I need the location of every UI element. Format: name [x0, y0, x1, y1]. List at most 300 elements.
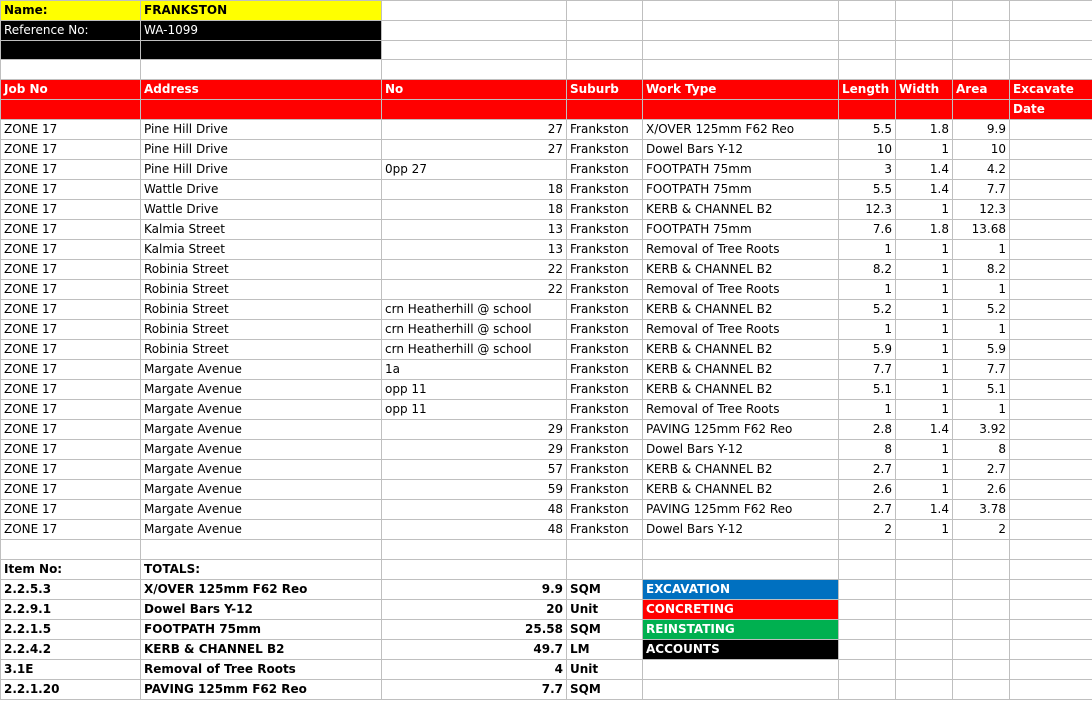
length-cell[interactable]: 1 [839, 280, 896, 300]
address-cell[interactable]: Wattle Drive [141, 200, 382, 220]
cell[interactable] [1010, 680, 1092, 700]
area-cell[interactable]: 1 [953, 280, 1010, 300]
suburb-cell[interactable]: Frankston [567, 400, 643, 420]
address-cell[interactable]: Margate Avenue [141, 520, 382, 540]
number-cell[interactable]: 18 [382, 200, 567, 220]
length-cell[interactable]: 7.7 [839, 360, 896, 380]
width-cell[interactable]: 1 [896, 460, 953, 480]
legend-concreting[interactable]: CONCRETING [643, 600, 839, 620]
cell[interactable] [953, 560, 1010, 580]
length-cell[interactable]: 5.2 [839, 300, 896, 320]
cell[interactable] [839, 600, 896, 620]
work-type-cell[interactable]: FOOTPATH 75mm [643, 220, 839, 240]
total-quantity-cell[interactable]: 20 [382, 600, 567, 620]
address-cell[interactable]: Margate Avenue [141, 480, 382, 500]
item-no-cell[interactable]: 2.2.4.2 [1, 640, 141, 660]
width-cell[interactable]: 1 [896, 260, 953, 280]
header-area[interactable]: Area [953, 80, 1010, 100]
address-cell[interactable]: Pine Hill Drive [141, 120, 382, 140]
address-cell[interactable]: Robinia Street [141, 260, 382, 280]
header-blank[interactable] [382, 100, 567, 120]
total-quantity-cell[interactable]: 7.7 [382, 680, 567, 700]
width-cell[interactable]: 1 [896, 440, 953, 460]
length-cell[interactable]: 7.6 [839, 220, 896, 240]
address-cell[interactable]: Margate Avenue [141, 500, 382, 520]
suburb-cell[interactable]: Frankston [567, 160, 643, 180]
suburb-cell[interactable]: Frankston [567, 320, 643, 340]
width-cell[interactable]: 1.4 [896, 500, 953, 520]
excavate-date-cell[interactable] [1010, 520, 1092, 540]
cell[interactable] [382, 1, 567, 21]
length-cell[interactable]: 3 [839, 160, 896, 180]
area-cell[interactable]: 7.7 [953, 180, 1010, 200]
header-date[interactable]: Date [1010, 100, 1092, 120]
cell[interactable] [839, 620, 896, 640]
job-no-cell[interactable]: ZONE 17 [1, 420, 141, 440]
total-description-cell[interactable]: X/OVER 125mm F62 Reo [141, 580, 382, 600]
cell[interactable] [1, 540, 141, 560]
number-cell[interactable]: 22 [382, 280, 567, 300]
number-cell[interactable]: 48 [382, 520, 567, 540]
excavate-date-cell[interactable] [1010, 320, 1092, 340]
header-address[interactable]: Address [141, 80, 382, 100]
width-cell[interactable]: 1 [896, 320, 953, 340]
suburb-cell[interactable]: Frankston [567, 520, 643, 540]
cell[interactable] [1010, 21, 1092, 41]
cell[interactable] [896, 620, 953, 640]
excavate-date-cell[interactable] [1010, 260, 1092, 280]
excavate-date-cell[interactable] [1010, 480, 1092, 500]
cell[interactable] [896, 540, 953, 560]
header-blank[interactable] [141, 100, 382, 120]
cell[interactable] [1010, 620, 1092, 640]
header-work-type[interactable]: Work Type [643, 80, 839, 100]
cell[interactable] [382, 540, 567, 560]
address-cell[interactable]: Robinia Street [141, 300, 382, 320]
width-cell[interactable]: 1 [896, 240, 953, 260]
cell[interactable] [643, 1, 839, 21]
area-cell[interactable]: 12.3 [953, 200, 1010, 220]
width-cell[interactable]: 1 [896, 340, 953, 360]
header-blank[interactable] [839, 100, 896, 120]
width-cell[interactable]: 1.4 [896, 180, 953, 200]
cell[interactable] [839, 560, 896, 580]
work-type-cell[interactable]: Removal of Tree Roots [643, 240, 839, 260]
width-cell[interactable]: 1 [896, 360, 953, 380]
length-cell[interactable]: 2.6 [839, 480, 896, 500]
area-cell[interactable]: 1 [953, 400, 1010, 420]
job-no-cell[interactable]: ZONE 17 [1, 140, 141, 160]
cell[interactable] [839, 680, 896, 700]
excavate-date-cell[interactable] [1010, 220, 1092, 240]
width-cell[interactable]: 1 [896, 520, 953, 540]
width-cell[interactable]: 1 [896, 400, 953, 420]
suburb-cell[interactable]: Frankston [567, 260, 643, 280]
legend-reinstating[interactable]: REINSTATING [643, 620, 839, 640]
suburb-cell[interactable]: Frankston [567, 200, 643, 220]
cell[interactable] [567, 60, 643, 80]
job-no-cell[interactable]: ZONE 17 [1, 400, 141, 420]
length-cell[interactable]: 5.1 [839, 380, 896, 400]
reference-label[interactable]: Reference No: [1, 21, 141, 41]
work-type-cell[interactable]: FOOTPATH 75mm [643, 160, 839, 180]
work-type-cell[interactable]: Removal of Tree Roots [643, 400, 839, 420]
work-type-cell[interactable]: KERB & CHANNEL B2 [643, 460, 839, 480]
cell[interactable] [567, 1, 643, 21]
area-cell[interactable]: 3.92 [953, 420, 1010, 440]
cell[interactable] [1010, 580, 1092, 600]
header-blank[interactable] [896, 100, 953, 120]
cell[interactable] [953, 640, 1010, 660]
width-cell[interactable]: 1.8 [896, 220, 953, 240]
length-cell[interactable]: 1 [839, 240, 896, 260]
excavate-date-cell[interactable] [1010, 500, 1092, 520]
cell[interactable] [839, 1, 896, 21]
work-type-cell[interactable]: KERB & CHANNEL B2 [643, 360, 839, 380]
cell[interactable] [839, 540, 896, 560]
excavate-date-cell[interactable] [1010, 420, 1092, 440]
number-cell[interactable]: opp 11 [382, 400, 567, 420]
black-filler-cell[interactable] [141, 41, 382, 60]
suburb-cell[interactable]: Frankston [567, 220, 643, 240]
cell[interactable] [1010, 600, 1092, 620]
area-cell[interactable]: 10 [953, 140, 1010, 160]
area-cell[interactable]: 8 [953, 440, 1010, 460]
width-cell[interactable]: 1 [896, 380, 953, 400]
total-description-cell[interactable]: KERB & CHANNEL B2 [141, 640, 382, 660]
cell[interactable] [1010, 60, 1092, 80]
number-cell[interactable]: 29 [382, 440, 567, 460]
cell[interactable] [953, 60, 1010, 80]
address-cell[interactable]: Margate Avenue [141, 360, 382, 380]
total-description-cell[interactable]: PAVING 125mm F62 Reo [141, 680, 382, 700]
number-cell[interactable]: 1a [382, 360, 567, 380]
work-type-cell[interactable]: PAVING 125mm F62 Reo [643, 500, 839, 520]
cell[interactable] [1, 60, 141, 80]
header-job-no[interactable]: Job No [1, 80, 141, 100]
address-cell[interactable]: Kalmia Street [141, 220, 382, 240]
header-no[interactable]: No [382, 80, 567, 100]
cell[interactable] [1010, 660, 1092, 680]
total-description-cell[interactable]: Removal of Tree Roots [141, 660, 382, 680]
length-cell[interactable]: 5.5 [839, 120, 896, 140]
cell[interactable] [382, 560, 567, 580]
work-type-cell[interactable]: KERB & CHANNEL B2 [643, 480, 839, 500]
cell[interactable] [643, 680, 839, 700]
suburb-cell[interactable]: Frankston [567, 300, 643, 320]
width-cell[interactable]: 1 [896, 140, 953, 160]
area-cell[interactable]: 2.6 [953, 480, 1010, 500]
excavate-date-cell[interactable] [1010, 180, 1092, 200]
area-cell[interactable]: 1 [953, 320, 1010, 340]
cell[interactable] [953, 620, 1010, 640]
length-cell[interactable]: 1 [839, 400, 896, 420]
cell[interactable] [1010, 560, 1092, 580]
total-unit-cell[interactable]: LM [567, 640, 643, 660]
total-unit-cell[interactable]: SQM [567, 620, 643, 640]
area-cell[interactable]: 1 [953, 240, 1010, 260]
black-filler-cell[interactable] [1, 41, 141, 60]
length-cell[interactable]: 2.8 [839, 420, 896, 440]
suburb-cell[interactable]: Frankston [567, 480, 643, 500]
cell[interactable] [1010, 1, 1092, 21]
item-no-cell[interactable]: 2.2.9.1 [1, 600, 141, 620]
cell[interactable] [643, 41, 839, 60]
area-cell[interactable]: 9.9 [953, 120, 1010, 140]
excavate-date-cell[interactable] [1010, 200, 1092, 220]
cell[interactable] [643, 660, 839, 680]
item-no-cell[interactable]: 2.2.1.20 [1, 680, 141, 700]
cell[interactable] [896, 1, 953, 21]
cell[interactable] [896, 41, 953, 60]
area-cell[interactable]: 3.78 [953, 500, 1010, 520]
suburb-cell[interactable]: Frankston [567, 500, 643, 520]
total-unit-cell[interactable]: Unit [567, 600, 643, 620]
cell[interactable] [839, 21, 896, 41]
excavate-date-cell[interactable] [1010, 300, 1092, 320]
work-type-cell[interactable]: KERB & CHANNEL B2 [643, 200, 839, 220]
suburb-cell[interactable]: Frankston [567, 140, 643, 160]
area-cell[interactable]: 5.1 [953, 380, 1010, 400]
number-cell[interactable]: 27 [382, 140, 567, 160]
number-cell[interactable]: 13 [382, 220, 567, 240]
job-no-cell[interactable]: ZONE 17 [1, 320, 141, 340]
excavate-date-cell[interactable] [1010, 360, 1092, 380]
total-quantity-cell[interactable]: 25.58 [382, 620, 567, 640]
excavate-date-cell[interactable] [1010, 240, 1092, 260]
cell[interactable] [953, 1, 1010, 21]
suburb-cell[interactable]: Frankston [567, 360, 643, 380]
header-blank[interactable] [953, 100, 1010, 120]
excavate-date-cell[interactable] [1010, 340, 1092, 360]
cell[interactable] [382, 60, 567, 80]
address-cell[interactable]: Margate Avenue [141, 420, 382, 440]
suburb-cell[interactable]: Frankston [567, 440, 643, 460]
cell[interactable] [382, 21, 567, 41]
cell[interactable] [896, 640, 953, 660]
address-cell[interactable]: Margate Avenue [141, 440, 382, 460]
number-cell[interactable]: opp 11 [382, 380, 567, 400]
cell[interactable] [953, 660, 1010, 680]
header-width[interactable]: Width [896, 80, 953, 100]
suburb-cell[interactable]: Frankston [567, 240, 643, 260]
item-no-cell[interactable]: 2.2.1.5 [1, 620, 141, 640]
cell[interactable] [567, 21, 643, 41]
job-no-cell[interactable]: ZONE 17 [1, 160, 141, 180]
work-type-cell[interactable]: KERB & CHANNEL B2 [643, 260, 839, 280]
number-cell[interactable]: 0pp 27 [382, 160, 567, 180]
address-cell[interactable]: Pine Hill Drive [141, 140, 382, 160]
width-cell[interactable]: 1.4 [896, 420, 953, 440]
job-no-cell[interactable]: ZONE 17 [1, 520, 141, 540]
cell[interactable] [643, 21, 839, 41]
item-no-cell[interactable]: 3.1E [1, 660, 141, 680]
suburb-cell[interactable]: Frankston [567, 120, 643, 140]
area-cell[interactable]: 5.2 [953, 300, 1010, 320]
cell[interactable] [896, 660, 953, 680]
excavate-date-cell[interactable] [1010, 400, 1092, 420]
job-no-cell[interactable]: ZONE 17 [1, 200, 141, 220]
length-cell[interactable]: 12.3 [839, 200, 896, 220]
cell[interactable] [896, 560, 953, 580]
number-cell[interactable]: crn Heatherhill @ school [382, 320, 567, 340]
width-cell[interactable]: 1.4 [896, 160, 953, 180]
job-no-cell[interactable]: ZONE 17 [1, 440, 141, 460]
job-no-cell[interactable]: ZONE 17 [1, 120, 141, 140]
width-cell[interactable]: 1 [896, 480, 953, 500]
job-no-cell[interactable]: ZONE 17 [1, 360, 141, 380]
address-cell[interactable]: Margate Avenue [141, 460, 382, 480]
area-cell[interactable]: 8.2 [953, 260, 1010, 280]
work-type-cell[interactable]: Dowel Bars Y-12 [643, 520, 839, 540]
suburb-cell[interactable]: Frankston [567, 380, 643, 400]
width-cell[interactable]: 1 [896, 280, 953, 300]
work-type-cell[interactable]: Dowel Bars Y-12 [643, 440, 839, 460]
length-cell[interactable]: 8.2 [839, 260, 896, 280]
excavate-date-cell[interactable] [1010, 380, 1092, 400]
job-no-cell[interactable]: ZONE 17 [1, 460, 141, 480]
cell[interactable] [567, 41, 643, 60]
area-cell[interactable]: 7.7 [953, 360, 1010, 380]
address-cell[interactable]: Wattle Drive [141, 180, 382, 200]
suburb-cell[interactable]: Frankston [567, 280, 643, 300]
excavate-date-cell[interactable] [1010, 160, 1092, 180]
width-cell[interactable]: 1 [896, 200, 953, 220]
cell[interactable] [839, 640, 896, 660]
suburb-cell[interactable]: Frankston [567, 180, 643, 200]
cell[interactable] [643, 560, 839, 580]
work-type-cell[interactable]: Dowel Bars Y-12 [643, 140, 839, 160]
excavate-date-cell[interactable] [1010, 440, 1092, 460]
job-no-cell[interactable]: ZONE 17 [1, 260, 141, 280]
total-description-cell[interactable]: Dowel Bars Y-12 [141, 600, 382, 620]
address-cell[interactable]: Kalmia Street [141, 240, 382, 260]
length-cell[interactable]: 5.9 [839, 340, 896, 360]
length-cell[interactable]: 2.7 [839, 500, 896, 520]
job-no-cell[interactable]: ZONE 17 [1, 500, 141, 520]
number-cell[interactable]: 57 [382, 460, 567, 480]
totals-label[interactable]: TOTALS: [141, 560, 382, 580]
address-cell[interactable]: Robinia Street [141, 320, 382, 340]
total-unit-cell[interactable]: Unit [567, 660, 643, 680]
total-quantity-cell[interactable]: 49.7 [382, 640, 567, 660]
cell[interactable] [896, 680, 953, 700]
address-cell[interactable]: Margate Avenue [141, 400, 382, 420]
work-type-cell[interactable]: FOOTPATH 75mm [643, 180, 839, 200]
cell[interactable] [643, 540, 839, 560]
reference-value[interactable]: WA-1099 [141, 21, 382, 41]
header-blank[interactable] [567, 100, 643, 120]
number-cell[interactable]: 29 [382, 420, 567, 440]
number-cell[interactable]: crn Heatherhill @ school [382, 300, 567, 320]
length-cell[interactable]: 5.5 [839, 180, 896, 200]
work-type-cell[interactable]: Removal of Tree Roots [643, 320, 839, 340]
header-excavate[interactable]: Excavate [1010, 80, 1092, 100]
cell[interactable] [896, 600, 953, 620]
excavate-date-cell[interactable] [1010, 460, 1092, 480]
cell[interactable] [839, 580, 896, 600]
job-no-cell[interactable]: ZONE 17 [1, 340, 141, 360]
number-cell[interactable]: 27 [382, 120, 567, 140]
number-cell[interactable]: crn Heatherhill @ school [382, 340, 567, 360]
area-cell[interactable]: 4.2 [953, 160, 1010, 180]
cell[interactable] [953, 600, 1010, 620]
cell[interactable] [953, 41, 1010, 60]
work-type-cell[interactable]: KERB & CHANNEL B2 [643, 340, 839, 360]
address-cell[interactable]: Robinia Street [141, 280, 382, 300]
legend-excavation[interactable]: EXCAVATION [643, 580, 839, 600]
header-suburb[interactable]: Suburb [567, 80, 643, 100]
length-cell[interactable]: 2 [839, 520, 896, 540]
number-cell[interactable]: 59 [382, 480, 567, 500]
cell[interactable] [1010, 41, 1092, 60]
work-type-cell[interactable]: KERB & CHANNEL B2 [643, 380, 839, 400]
cell[interactable] [839, 41, 896, 60]
cell[interactable] [839, 60, 896, 80]
cell[interactable] [141, 60, 382, 80]
cell[interactable] [953, 580, 1010, 600]
cell[interactable] [1010, 540, 1092, 560]
name-label[interactable]: Name: [1, 1, 141, 21]
job-no-cell[interactable]: ZONE 17 [1, 180, 141, 200]
excavate-date-cell[interactable] [1010, 140, 1092, 160]
cell[interactable] [643, 60, 839, 80]
work-type-cell[interactable]: KERB & CHANNEL B2 [643, 300, 839, 320]
area-cell[interactable]: 13.68 [953, 220, 1010, 240]
work-type-cell[interactable]: PAVING 125mm F62 Reo [643, 420, 839, 440]
cell[interactable] [382, 41, 567, 60]
number-cell[interactable]: 13 [382, 240, 567, 260]
area-cell[interactable]: 2 [953, 520, 1010, 540]
cell[interactable] [896, 21, 953, 41]
cell[interactable] [1010, 640, 1092, 660]
suburb-cell[interactable]: Frankston [567, 420, 643, 440]
job-no-cell[interactable]: ZONE 17 [1, 280, 141, 300]
job-no-cell[interactable]: ZONE 17 [1, 300, 141, 320]
total-unit-cell[interactable]: SQM [567, 580, 643, 600]
cell[interactable] [141, 540, 382, 560]
job-no-cell[interactable]: ZONE 17 [1, 380, 141, 400]
cell[interactable] [839, 660, 896, 680]
cell[interactable] [567, 560, 643, 580]
work-type-cell[interactable]: X/OVER 125mm F62 Reo [643, 120, 839, 140]
suburb-cell[interactable]: Frankston [567, 460, 643, 480]
cell[interactable] [953, 21, 1010, 41]
length-cell[interactable]: 2.7 [839, 460, 896, 480]
length-cell[interactable]: 1 [839, 320, 896, 340]
address-cell[interactable]: Robinia Street [141, 340, 382, 360]
header-length[interactable]: Length [839, 80, 896, 100]
total-quantity-cell[interactable]: 9.9 [382, 580, 567, 600]
length-cell[interactable]: 10 [839, 140, 896, 160]
total-quantity-cell[interactable]: 4 [382, 660, 567, 680]
total-description-cell[interactable]: FOOTPATH 75mm [141, 620, 382, 640]
item-no-cell[interactable]: 2.2.5.3 [1, 580, 141, 600]
header-blank[interactable] [643, 100, 839, 120]
number-cell[interactable]: 18 [382, 180, 567, 200]
number-cell[interactable]: 48 [382, 500, 567, 520]
width-cell[interactable]: 1.8 [896, 120, 953, 140]
job-no-cell[interactable]: ZONE 17 [1, 480, 141, 500]
cell[interactable] [896, 580, 953, 600]
excavate-date-cell[interactable] [1010, 120, 1092, 140]
suburb-cell[interactable]: Frankston [567, 340, 643, 360]
excavate-date-cell[interactable] [1010, 280, 1092, 300]
name-value[interactable]: FRANKSTON [141, 1, 382, 21]
number-cell[interactable]: 22 [382, 260, 567, 280]
address-cell[interactable]: Pine Hill Drive [141, 160, 382, 180]
total-unit-cell[interactable]: SQM [567, 680, 643, 700]
